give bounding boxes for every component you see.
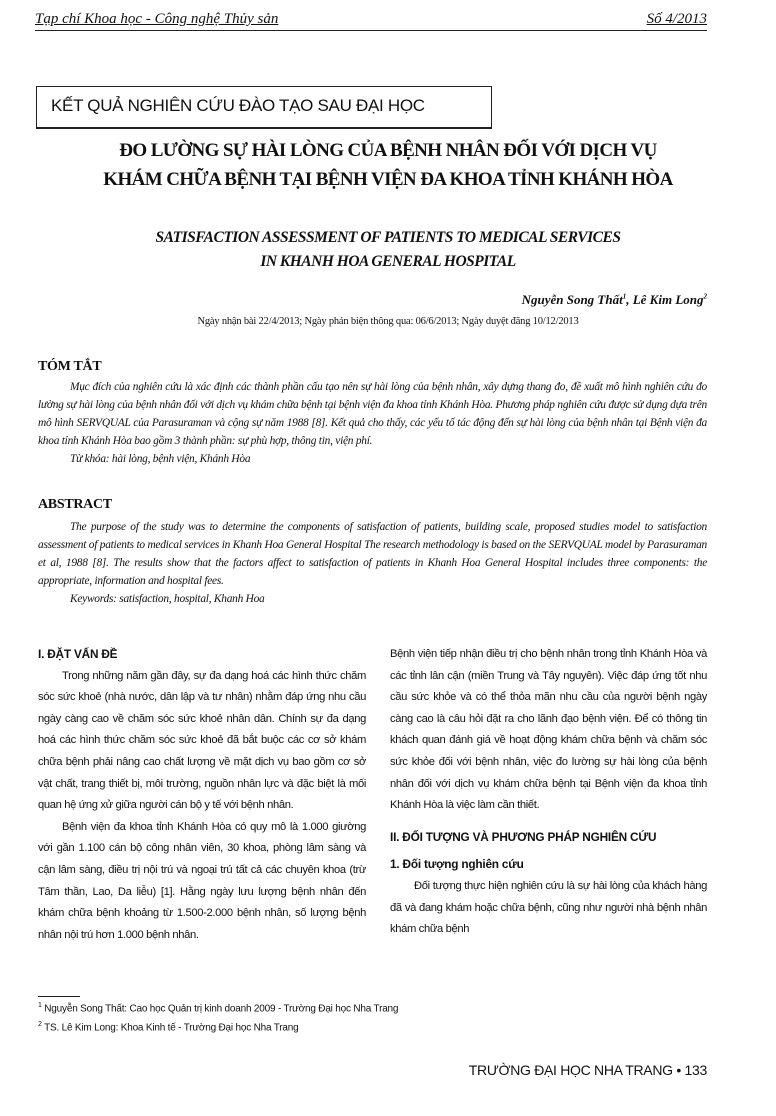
paragraph: Trong những năm gần đây, sự đa dạng hoá các hình thức chăm sóc sức khoẻ (nhà nước, dân lập và tư nhân) nhằm đáp ứng nhu cầu ngày càng cao về chăm sóc sức khoẻ nhân dân. Chính sự đa dạng hoá các hình thức chăm sóc sức khoẻ đã bắt buộc các cơ sở khám chữa bệnh phải nâng cao chất lượng về mặt dịch vụ bao gồm cơ sở vật chất, trang thiết bị, môi trường, nguồn nhân lực và đặc biệt là mối quan hệ ứng xử giữa người cán bộ y tế với bệnh nhân. [38, 669, 366, 812]
tom-tat-text: Mục đích của nghiên cứu là xác định các thành phần cấu tạo nên sự hài lòng của bệnh nhân, xây dựng thang đo, đề xuất mô hình nghiên cứu đo lường sự hài lòng của bệnh nhân đối với dịch vụ khám chữa bệnh tại bệnh viện đa khoa tỉnh Khánh Hòa. Phương pháp nghiên cứu được sử dụng dựa trên mô hình SERVQUAL của Parasuraman và cộng sự năm 1988 [8]. Kết quả cho thấy, các yếu tố tác động đến sự hài lòng của bệnh nhân tại Bệnh viện đa khoa tỉnh Khánh Hòa bao gồm 3 thành phần: sự phù hợp, thông tin, viện phí. [38, 381, 707, 447]
footnote-1-mark: 1 [38, 1002, 42, 1009]
issue-number: Số 4/2013 [646, 11, 707, 27]
footnote-2-mark: 2 [38, 1021, 42, 1029]
footnote-divider [38, 996, 80, 997]
author-1-mark: 1 [622, 292, 627, 301]
submission-dates: Ngày nhận bài 22/4/2013; Ngày phản biện thông qua: 06/6/2013; Ngày duyệt đăng 10/12/2013 [197, 316, 579, 327]
paragraph: Bệnh viện đa khoa tỉnh Khánh Hòa có quy mô là 1.000 giường với gần 1.100 cán bộ công nhân viên, 30 khoa, phòng lâm sàng và cận lâm sàng, điều trị nội trú và ngoại trú tất cả các chuyên khoa (trừ Tâm thần, Lao, Da liễu) [1]. Hằng ngày lưu lượng bệnh nhân đến khám chữa bệnh khoảng từ 1.500-2.000 bệnh nhân, số lượng bệnh nhân nội trú hơn 1.000 bệnh nhân. [38, 820, 366, 941]
author-separator: , [626, 292, 633, 307]
abstract-heading: ABSTRACT [38, 497, 112, 512]
abstract-body [38, 518, 707, 608]
footnote-2 [38, 1017, 398, 1036]
page-footer [469, 1062, 707, 1078]
title-line-2: KHÁM CHỮA BỆNH TẠI BỆNH VIỆN ĐA KHOA TỈNH KHÁNH HÒA [103, 169, 673, 190]
tom-tat-heading: TÓM TẮT [38, 359, 102, 374]
right-column [390, 644, 707, 941]
page-number: 133 [684, 1062, 707, 1078]
author-2-mark: 2 [703, 292, 707, 301]
section-2-heading: II. ĐỐI TƯỢNG VÀ PHƯƠNG PHÁP NGHIÊN CỨU [390, 829, 657, 844]
author-2: Lê Kim Long [632, 292, 704, 307]
footnote-2-text: TS. Lê Kim Long: Khoa Kinh tế - Trường Đại học Nha Trang [41, 1022, 299, 1034]
abstract-keywords: Keywords: satisfaction, hospital, Khanh Hoa [70, 593, 265, 605]
tom-tat-body [38, 378, 707, 468]
abstract-text: The purpose of the study was to determine the components of satisfaction of patients, building scale, proposed studies model to satisfaction assessment of patients to medical services in Khanh Hoa General Hospital The research methodology is based on the SERVQUAL model by Parasuraman et al, 1988 [8]. The results show that the factors affect to satisfaction of patients in Khanh Hoa General Hospital includes three components: the appropriate, information and hospital fees. [38, 521, 707, 587]
paragraph: Bệnh viện tiếp nhận điều trị cho bệnh nhân trong tỉnh Khánh Hòa và các tỉnh lân cận (miền Trung và Tây nguyên). Việc đáp ứng tốt nhu cầu sức khỏe và có thể thỏa mãn nhu cầu của người bệnh ngày càng cao là câu hỏi đặt ra cho lãnh đạo bệnh viện. Để có thông tin khách quan đánh giá về hoạt động khám chữa bệnh và chăm sóc sức khỏe đối với bệnh nhân, việc đo lường sự hài lòng của bệnh nhân đối với dịch vụ khám chữa bệnh tại Bệnh viện đa khoa tỉnh Khánh Hòa là việc làm cần thiết. [390, 648, 707, 812]
footnote-1 [38, 998, 398, 1017]
article-title [0, 136, 776, 194]
footer-bullet: • [672, 1062, 685, 1078]
section-box [36, 86, 492, 129]
title-line-1: ĐO LƯỜNG SỰ HÀI LÒNG CỦA BỆNH NHÂN ĐỐI VỚI DỊCH VỤ [119, 140, 657, 161]
author-1: Nguyễn Song Thất [521, 292, 623, 307]
english-title [0, 226, 776, 274]
journal-name: Tạp chí Khoa học - Công nghệ Thủy sản [35, 11, 279, 27]
paragraph: Đối tượng thực hiện nghiên cứu là sự hài lòng của khách hàng đã và đang khám hoặc chữa bệnh, cũng như người nhà bệnh nhân khám chữa bệnh [390, 879, 707, 936]
english-title-line-2: IN KHANH HOA GENERAL HOSPITAL [260, 253, 516, 270]
section-1-heading: I. ĐẶT VẤN ĐỀ [38, 647, 118, 661]
english-title-line-1: SATISFACTION ASSESSMENT OF PATIENTS TO MEDICAL SERVICES [155, 229, 621, 246]
footer-university: TRƯỜNG ĐẠI HỌC NHA TRANG [468, 1062, 673, 1078]
section-label: KẾT QUẢ NGHIÊN CỨU ĐÀO TẠO SAU ĐẠI HỌC [51, 96, 425, 115]
left-column [38, 644, 366, 946]
subsection-heading: 1. Đối tượng nghiên cứu [390, 857, 524, 872]
running-header [35, 8, 707, 31]
authors [522, 292, 707, 308]
footnotes [38, 998, 398, 1037]
tom-tat-keywords: Từ khóa: hài lòng, bệnh viện, Khánh Hòa [70, 453, 251, 465]
footnote-1-text: Nguyễn Song Thất: Cao học Quản trị kinh doanh 2009 - Trường Đại học Nha Trang [41, 1003, 399, 1015]
